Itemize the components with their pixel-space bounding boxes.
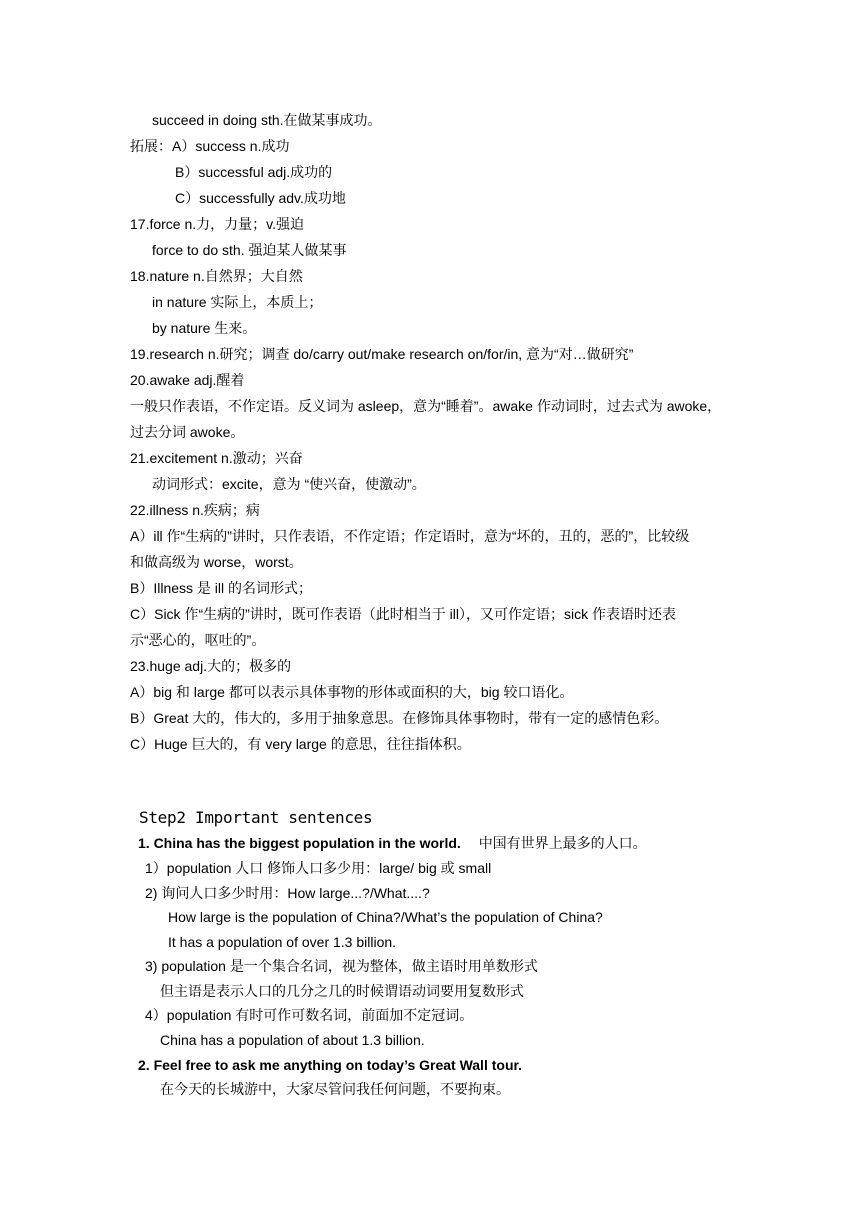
vocab-line: B）Great 大的，伟大的，多用于抽象意思。在修饰具体事物时，带有一定的感情色彩。 [130, 710, 669, 726]
vocab-entry-18: 18.nature n.自然界；大自然 [130, 268, 303, 284]
note-line: China has a population of about 1.3 billion. [160, 1032, 425, 1048]
sentence-1-chinese: 中国有世界上最多的人口。 [478, 835, 647, 851]
sentence-2-english: 2. Feel free to ask me anything on today’s Great Wall tour. [138, 1057, 523, 1073]
note-line: 2) 询问人口多少时用：How large...?/What....? [145, 885, 430, 901]
vocab-line: in nature 实际上，本质上； [152, 294, 323, 310]
vocab-line: 过去分词 awoke。 [130, 424, 245, 440]
vocab-line: 示“恶心的，呕吐的”。 [130, 632, 266, 648]
vocab-entry-23: 23.huge adj.大的；极多的 [130, 658, 292, 674]
note-line: 4）population 有时可作可数名词，前面加不定冠词。 [145, 1007, 474, 1023]
note-line: 1）population 人口 修饰人口多少用：large/ big 或 small [145, 860, 492, 876]
sentence-1 [138, 834, 647, 852]
vocab-entry-21: 21.excitement n.激动；兴奋 [130, 450, 303, 466]
vocab-line: A）big 和 large 都可以表示具体事物的形体或面积的大，big 较口语化。 [130, 684, 574, 700]
vocab-entry-19: 19.research n.研究；调查 do/carry out/make research on/for/in, 意为“对…做研究” [130, 346, 634, 362]
vocab-line: 一般只作表语，不作定语。反义词为 asleep，意为“睡着”。awake 作动词时，过去式为 awoke， [130, 398, 722, 414]
vocab-line: by nature 生来。 [152, 320, 257, 336]
vocab-line: 动词形式：excite，意为 “使兴奋，使激动”。 [152, 476, 426, 492]
vocab-line: 拓展：A）success n.成功 [130, 138, 290, 154]
vocab-entry-17: 17.force n.力，力量；v.强迫 [130, 216, 305, 232]
vocab-line: A）ill 作“生病的”讲时，只作表语，不作定语；作定语时，意为“坏的，丑的，恶的”，比较级 [130, 528, 690, 544]
note-line: 但主语是表示人口的几分之几的时候谓语动词要用复数形式 [160, 983, 524, 999]
vocab-line: C）successfully adv.成功地 [175, 190, 346, 206]
note-line: How large is the population of China?/What’s the population of China? [168, 909, 603, 925]
note-line: 3) population 是一个集合名词，视为整体，做主语时用单数形式 [145, 958, 538, 974]
vocab-line: C）Huge 巨大的，有 very large 的意思，往往指体积。 [130, 736, 471, 752]
vocab-entry-20: 20.awake adj.醒着 [130, 372, 245, 388]
vocab-line: force to do sth. 强迫某人做某事 [152, 242, 347, 258]
vocab-line: succeed in doing sth.在做某事成功。 [152, 112, 382, 128]
sentence-1-english: 1. China has the biggest population in the world. [138, 835, 461, 851]
vocab-line: B）Illness 是 ill 的名词形式； [130, 580, 313, 596]
section-heading: Step2 Important sentences [139, 808, 373, 827]
note-line: It has a population of over 1.3 billion. [168, 934, 397, 950]
vocab-entry-22: 22.illness n.疾病；病 [130, 502, 260, 518]
vocab-line: B）successful adj.成功的 [175, 164, 333, 180]
vocab-line: 和做高级为 worse，worst。 [130, 554, 303, 570]
vocab-line: C）Sick 作“生病的”讲时，既可作表语（此时相当于 ill），又可作定语；sick 作表语时还表 [130, 606, 676, 622]
sentence-2-chinese: 在今天的长城游中，大家尽管问我任何问题，不要拘束。 [160, 1081, 510, 1097]
